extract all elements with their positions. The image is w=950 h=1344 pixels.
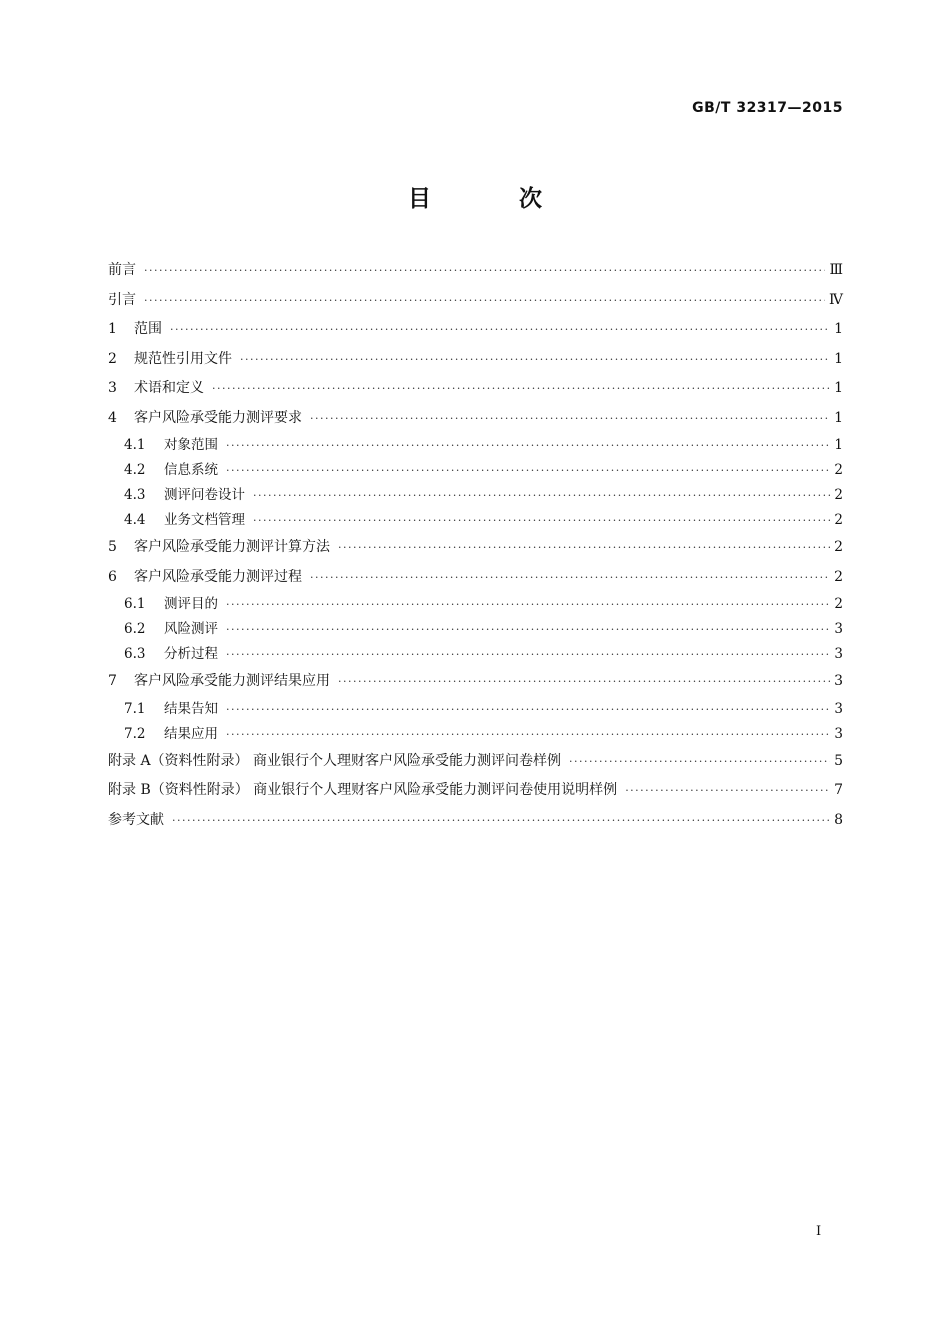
toc-entry-number: 6.3 [124,646,146,662]
dot-leader [310,571,830,584]
dot-leader [170,323,830,336]
dot-leader [226,703,830,716]
toc-entry-page: 2 [834,462,843,478]
toc-entry-number: 1 [108,321,117,337]
toc-entry-label: 结果应用 [164,725,218,742]
toc-entry-page: 2 [834,568,843,585]
dot-leader [226,623,830,636]
toc-entry-page: 3 [834,725,843,742]
dot-leader [172,814,830,827]
toc-entry-3[interactable] [108,377,843,407]
toc-entry-label: 结果告知 [164,700,218,717]
dot-leader [212,382,830,395]
toc-entry-4-3[interactable] [108,483,843,508]
toc-entry-label: 范围 [134,321,162,337]
toc-entry-label: 客户风险承受能力测评计算方法 [134,539,330,555]
toc-entry-label: 测评目的 [164,596,218,612]
dot-leader [625,784,830,797]
dot-leader [144,294,825,307]
dot-leader [226,464,830,477]
toc-entry-page: Ⅲ [829,262,843,278]
toc-entry-label: 参考文献 [108,811,164,828]
toc-entry-number: 7.2 [124,725,146,742]
standard-code: GB/T 32317—2015 [692,100,843,116]
toc-entry-page: 1 [834,380,843,396]
dot-leader [226,439,830,452]
toc-entry-label: 附录 A（资料性附录） 商业银行个人理财客户风险承受能力测评问卷样例 [108,752,562,769]
toc-entry-number: 6.1 [124,596,146,612]
toc-entry-page: Ⅳ [829,291,843,308]
toc-entry-label: 客户风险承受能力测评结果应用 [134,673,330,689]
table-of-contents [108,259,843,838]
dot-leader [240,353,830,366]
toc-entry-7[interactable] [108,670,843,700]
toc-entry-page: 1 [834,437,843,453]
toc-entry-4-1[interactable] [108,433,843,458]
toc-entry-annex-b[interactable] [108,779,843,809]
toc-entry-page: 3 [834,673,843,689]
dot-leader [569,755,830,768]
toc-entry-page: 2 [834,487,843,503]
toc-entry-4-4[interactable] [108,508,843,536]
dot-leader [226,648,830,661]
toc-entry-bibliography[interactable] [108,809,843,839]
dot-leader [253,489,830,502]
toc-entry-page: 7 [834,782,843,798]
dot-leader [338,675,830,688]
toc-entry-6-1[interactable] [108,592,843,617]
toc-entry-page: 1 [834,350,843,367]
toc-entry-label: 分析过程 [164,646,218,662]
page-number: I [816,1224,822,1239]
toc-entry-number: 3 [108,380,117,396]
toc-entry-7-1[interactable] [108,697,843,722]
dot-leader [310,412,830,425]
toc-entry-number: 4.2 [124,462,146,478]
toc-entry-page: 5 [834,752,843,769]
dot-leader [253,514,830,527]
toc-entry-label: 客户风险承受能力测评要求 [134,409,302,426]
toc-entry-label: 测评问卷设计 [164,487,245,503]
toc-entry-7-2[interactable] [108,722,843,750]
toc-entry-label: 引言 [108,291,136,308]
toc-entry-4[interactable] [108,407,843,437]
toc-entry-6-2[interactable] [108,617,843,642]
toc-entry-label: 风险测评 [164,621,218,637]
toc-entry-5[interactable] [108,536,843,566]
toc-entry-label: 业务文档管理 [164,512,245,528]
toc-entry-page: 8 [834,811,843,828]
toc-entry-number: 6 [108,568,117,585]
toc-entry-4-2[interactable] [108,458,843,483]
toc-entry-annex-a[interactable] [108,750,843,780]
toc-entry-page: 2 [834,596,843,612]
toc-entry-6-3[interactable] [108,642,843,670]
toc-entry-number: 7 [108,673,117,689]
toc-entry-number: 6.2 [124,621,146,637]
toc-title: 目 次 [407,186,582,212]
dot-leader [144,264,825,277]
dot-leader [226,728,830,741]
toc-entry-label: 规范性引用文件 [134,350,232,367]
toc-entry-page: 1 [834,321,843,337]
toc-entry-label: 术语和定义 [134,380,204,396]
toc-entry-page: 3 [834,700,843,717]
toc-entry-page: 2 [834,512,843,528]
toc-entry-number: 4.3 [124,487,146,503]
toc-entry-page: 3 [834,621,843,637]
toc-entry-page: 1 [834,409,843,426]
toc-entry-page: 2 [834,539,843,555]
toc-entry-2[interactable] [108,348,843,378]
toc-entry-label: 客户风险承受能力测评过程 [134,568,302,585]
dot-leader [338,541,830,554]
toc-entry-number: 2 [108,350,117,367]
toc-entry-number: 7.1 [124,700,146,717]
toc-entry-number: 4.1 [124,437,146,453]
toc-entry-introduction[interactable] [108,289,843,319]
toc-entry-page: 3 [834,646,843,662]
dot-leader [226,598,830,611]
toc-entry-number: 4.4 [124,512,146,528]
toc-entry-number: 4 [108,409,117,426]
toc-entry-number: 5 [108,539,117,555]
toc-entry-label: 前言 [108,262,136,278]
toc-entry-label: 信息系统 [164,462,218,478]
toc-entry-6[interactable] [108,566,843,596]
toc-entry-label: 附录 B（资料性附录） 商业银行个人理财客户风险承受能力测评问卷使用说明样例 [108,782,618,798]
toc-entry-foreword[interactable] [108,259,843,289]
toc-entry-label: 对象范围 [164,437,218,453]
toc-entry-1[interactable] [108,318,843,348]
